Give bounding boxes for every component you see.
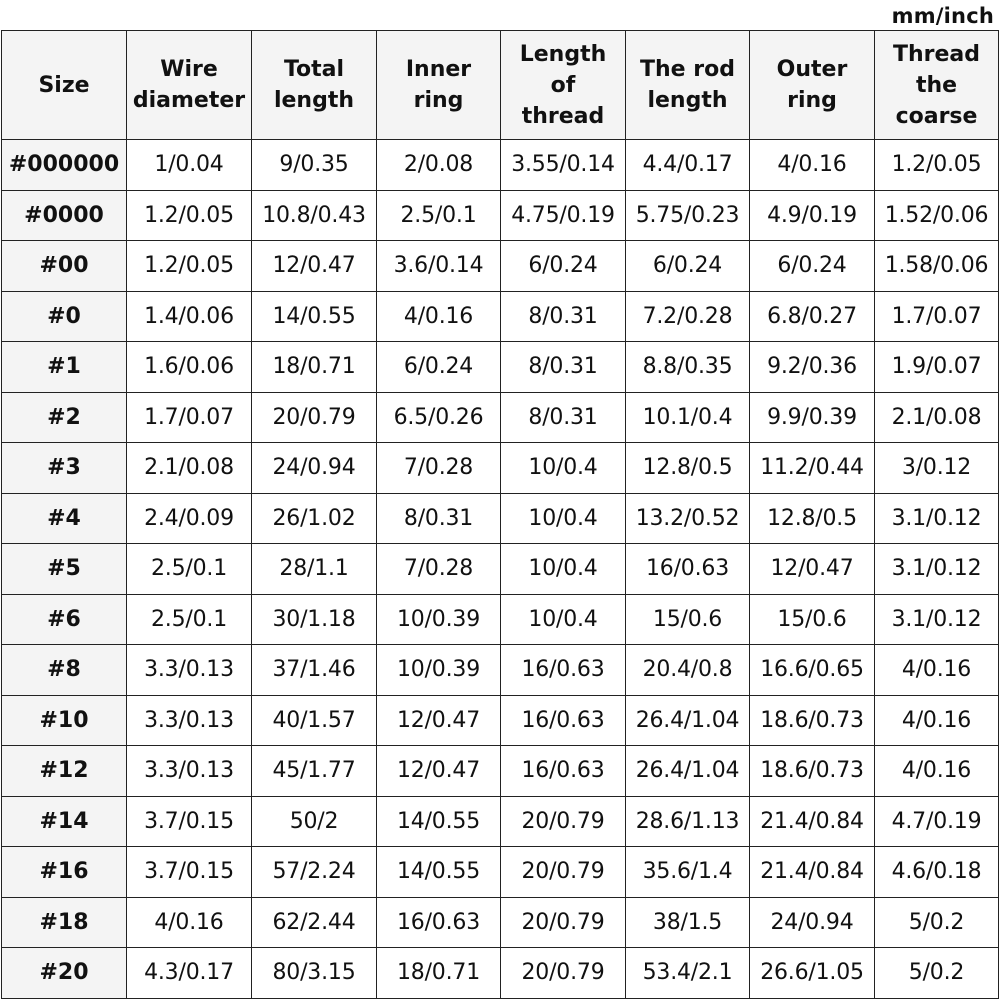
table-row [2,392,999,443]
rod-length-cell: 5.75/0.23 [626,190,750,241]
header-line: the [915,72,958,98]
table-row [2,594,999,645]
inner-ring-cell: 7/0.28 [377,443,501,494]
table-row [2,443,999,494]
thread-coarse-cell: 1.58/0.06 [875,241,999,292]
total-length-cell: 28/1.1 [252,544,377,595]
wire-diameter-cell: 4/0.16 [127,897,252,948]
thread-coarse-cell: 4.7/0.19 [875,796,999,847]
thread-coarse-cell: 3.1/0.12 [875,493,999,544]
rod-length-cell: 38/1.5 [626,897,750,948]
total-length-cell: 14/0.55 [252,291,377,342]
size-cell: #12 [2,746,127,797]
header-row [2,31,999,140]
thread-coarse-cell: 4/0.16 [875,645,999,696]
thread-coarse-cell: 5/0.2 [875,948,999,999]
total-length-cell: 26/1.02 [252,493,377,544]
length-of-thread-cell: 3.55/0.14 [501,140,626,191]
header-line: Outer [776,57,848,82]
outer-ring-cell: 21.4/0.84 [750,847,875,898]
table-row [2,493,999,544]
header-outer-ring [750,31,875,140]
rod-length-cell: 20.4/0.8 [626,645,750,696]
table-row [2,796,999,847]
total-length-cell: 50/2 [252,796,377,847]
header-line: Inner [405,57,472,82]
total-length-cell: 12/0.47 [252,241,377,292]
wire-diameter-cell: 1.6/0.06 [127,342,252,393]
outer-ring-cell: 9.9/0.39 [750,392,875,443]
outer-ring-cell: 12/0.47 [750,544,875,595]
table-row [2,544,999,595]
thread-coarse-cell: 3.1/0.12 [875,544,999,595]
rod-length-cell: 53.4/2.1 [626,948,750,999]
inner-ring-cell: 4/0.16 [377,291,501,342]
rod-length-cell: 12.8/0.5 [626,443,750,494]
table-row [2,291,999,342]
inner-ring-cell: 14/0.55 [377,847,501,898]
header-line: ring [413,88,464,113]
outer-ring-cell: 16.6/0.65 [750,645,875,696]
size-cell: #000000 [2,140,127,191]
length-of-thread-cell: 16/0.63 [501,695,626,746]
length-of-thread-cell: 8/0.31 [501,291,626,342]
length-of-thread-cell: 10/0.4 [501,544,626,595]
thread-coarse-cell: 3.1/0.12 [875,594,999,645]
wire-diameter-cell: 4.3/0.17 [127,948,252,999]
outer-ring-cell: 18.6/0.73 [750,746,875,797]
length-of-thread-cell: 20/0.79 [501,897,626,948]
table-body [2,140,999,999]
length-of-thread-cell: 10/0.4 [501,443,626,494]
header-line: coarse [895,103,978,129]
header-inner-ring [377,31,501,140]
header-line: length [273,88,355,113]
size-cell: #20 [2,948,127,999]
outer-ring-cell: 24/0.94 [750,897,875,948]
header-length-of-thread [501,31,626,140]
length-of-thread-cell: 16/0.63 [501,645,626,696]
wire-diameter-cell: 1.2/0.05 [127,241,252,292]
rod-length-cell: 10.1/0.4 [626,392,750,443]
table-row [2,847,999,898]
outer-ring-cell: 9.2/0.36 [750,342,875,393]
thread-coarse-cell: 3/0.12 [875,443,999,494]
total-length-cell: 40/1.57 [252,695,377,746]
wire-diameter-cell: 3.7/0.15 [127,796,252,847]
inner-ring-cell: 10/0.39 [377,645,501,696]
length-of-thread-cell: 20/0.79 [501,796,626,847]
rod-length-cell: 15/0.6 [626,594,750,645]
total-length-cell: 57/2.24 [252,847,377,898]
header-line: The rod [640,57,735,82]
outer-ring-cell: 26.6/1.05 [750,948,875,999]
total-length-cell: 37/1.46 [252,645,377,696]
length-of-thread-cell: 4.75/0.19 [501,190,626,241]
length-of-thread-cell: 16/0.63 [501,746,626,797]
rod-length-cell: 16/0.63 [626,544,750,595]
rod-length-cell: 35.6/1.4 [626,847,750,898]
wire-diameter-cell: 2.5/0.1 [127,594,252,645]
thread-coarse-cell: 4/0.16 [875,695,999,746]
length-of-thread-cell: 10/0.4 [501,493,626,544]
inner-ring-cell: 14/0.55 [377,796,501,847]
header-line: Size [38,72,90,98]
table-row [2,190,999,241]
inner-ring-cell: 3.6/0.14 [377,241,501,292]
table-row [2,695,999,746]
outer-ring-cell: 18.6/0.73 [750,695,875,746]
length-of-thread-cell: 8/0.31 [501,392,626,443]
wire-diameter-cell: 2.1/0.08 [127,443,252,494]
header-line: thread [521,103,605,129]
length-of-thread-cell: 10/0.4 [501,594,626,645]
size-cell: #10 [2,695,127,746]
header-line: Length [519,41,607,67]
header-line: of [550,72,576,98]
size-cell: #3 [2,443,127,494]
wire-diameter-cell: 3.3/0.13 [127,695,252,746]
inner-ring-cell: 12/0.47 [377,695,501,746]
size-cell: #18 [2,897,127,948]
rod-length-cell: 4.4/0.17 [626,140,750,191]
header-line: Thread [892,41,981,67]
inner-ring-cell: 18/0.71 [377,948,501,999]
table-row [2,645,999,696]
inner-ring-cell: 2.5/0.1 [377,190,501,241]
thread-coarse-cell: 4.6/0.18 [875,847,999,898]
rod-length-cell: 13.2/0.52 [626,493,750,544]
header-line: Total [283,57,345,82]
total-length-cell: 18/0.71 [252,342,377,393]
size-cell: #5 [2,544,127,595]
header-line: ring [787,88,837,113]
wire-diameter-cell: 1.4/0.06 [127,291,252,342]
rod-length-cell: 26.4/1.04 [626,695,750,746]
rod-length-cell: 6/0.24 [626,241,750,292]
outer-ring-cell: 21.4/0.84 [750,796,875,847]
wire-diameter-cell: 1/0.04 [127,140,252,191]
total-length-cell: 80/3.15 [252,948,377,999]
header-total-length [252,31,377,140]
outer-ring-cell: 4.9/0.19 [750,190,875,241]
inner-ring-cell: 12/0.47 [377,746,501,797]
size-cell: #2 [2,392,127,443]
unit-label: mm/inch [891,4,994,28]
length-of-thread-cell: 20/0.79 [501,948,626,999]
wire-diameter-cell: 1.7/0.07 [127,392,252,443]
outer-ring-cell: 6/0.24 [750,241,875,292]
table-row [2,241,999,292]
table-row [2,140,999,191]
rod-length-cell: 28.6/1.13 [626,796,750,847]
wire-diameter-cell: 1.2/0.05 [127,190,252,241]
thread-coarse-cell: 4/0.16 [875,746,999,797]
inner-ring-cell: 10/0.39 [377,594,501,645]
header-line: Wire [160,57,218,82]
header-line: length [647,88,728,113]
header-wire-diameter [127,31,252,140]
size-spec-table [1,30,999,999]
header-size [2,31,127,140]
table-row [2,897,999,948]
wire-diameter-cell: 3.3/0.13 [127,746,252,797]
outer-ring-cell: 6.8/0.27 [750,291,875,342]
total-length-cell: 9/0.35 [252,140,377,191]
header-thread-coarse [875,31,999,140]
outer-ring-cell: 12.8/0.5 [750,493,875,544]
table-row [2,342,999,393]
length-of-thread-cell: 8/0.31 [501,342,626,393]
header-line: diameter [132,88,246,113]
wire-diameter-cell: 2.5/0.1 [127,544,252,595]
total-length-cell: 30/1.18 [252,594,377,645]
size-cell: #4 [2,493,127,544]
inner-ring-cell: 6/0.24 [377,342,501,393]
thread-coarse-cell: 2.1/0.08 [875,392,999,443]
thread-coarse-cell: 1.2/0.05 [875,140,999,191]
table-row [2,746,999,797]
inner-ring-cell: 8/0.31 [377,493,501,544]
thread-coarse-cell: 1.52/0.06 [875,190,999,241]
rod-length-cell: 7.2/0.28 [626,291,750,342]
outer-ring-cell: 4/0.16 [750,140,875,191]
wire-diameter-cell: 3.3/0.13 [127,645,252,696]
thread-coarse-cell: 5/0.2 [875,897,999,948]
total-length-cell: 45/1.77 [252,746,377,797]
inner-ring-cell: 7/0.28 [377,544,501,595]
wire-diameter-cell: 3.7/0.15 [127,847,252,898]
thread-coarse-cell: 1.7/0.07 [875,291,999,342]
inner-ring-cell: 16/0.63 [377,897,501,948]
size-cell: #16 [2,847,127,898]
thread-coarse-cell: 1.9/0.07 [875,342,999,393]
total-length-cell: 10.8/0.43 [252,190,377,241]
outer-ring-cell: 11.2/0.44 [750,443,875,494]
total-length-cell: 62/2.44 [252,897,377,948]
total-length-cell: 20/0.79 [252,392,377,443]
size-cell: #1 [2,342,127,393]
rod-length-cell: 8.8/0.35 [626,342,750,393]
length-of-thread-cell: 6/0.24 [501,241,626,292]
table-row [2,948,999,999]
size-cell: #0 [2,291,127,342]
total-length-cell: 24/0.94 [252,443,377,494]
outer-ring-cell: 15/0.6 [750,594,875,645]
size-cell: #00 [2,241,127,292]
size-cell: #0000 [2,190,127,241]
rod-length-cell: 26.4/1.04 [626,746,750,797]
length-of-thread-cell: 20/0.79 [501,847,626,898]
inner-ring-cell: 2/0.08 [377,140,501,191]
size-cell: #14 [2,796,127,847]
size-cell: #8 [2,645,127,696]
header-rod-length [626,31,750,140]
wire-diameter-cell: 2.4/0.09 [127,493,252,544]
inner-ring-cell: 6.5/0.26 [377,392,501,443]
size-cell: #6 [2,594,127,645]
